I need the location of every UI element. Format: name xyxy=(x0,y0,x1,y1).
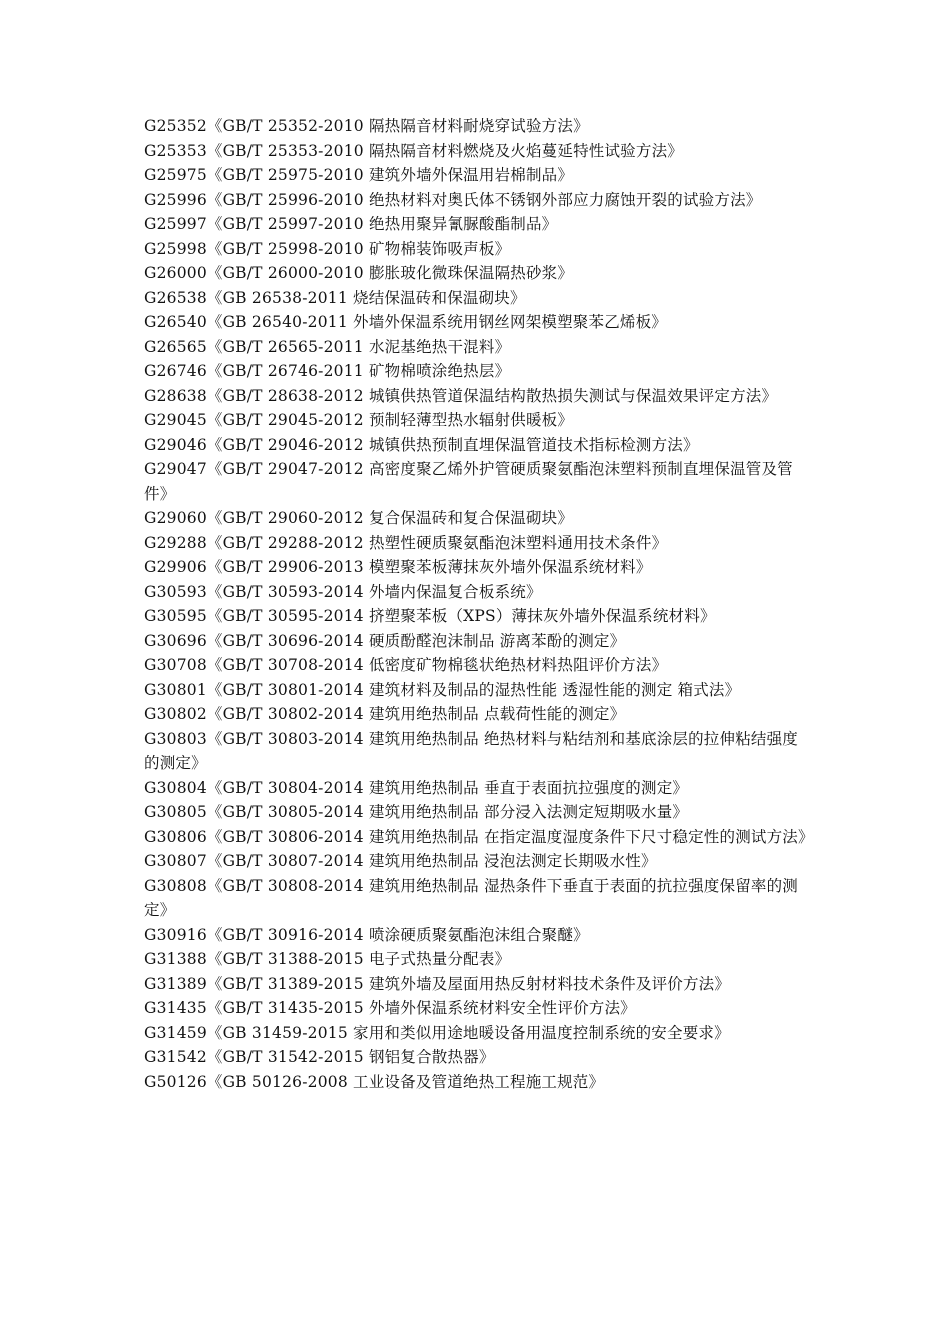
list-item: G29047《GB/T 29047-2012 高密度聚乙烯外护管硬质聚氨酯泡沫塑料预制直埋保温管及管件》 xyxy=(144,460,793,503)
list-item: G30808《GB/T 30808-2014 建筑用绝热制品 湿热条件下垂直于表面的抗拉强度保留率的测定》 xyxy=(144,876,798,919)
list-item: G25996《GB/T 25996-2010 绝热材料对奥氏体不锈钢外部应力腐蚀开裂的试验方法》 xyxy=(144,190,762,209)
list-item: G25353《GB/T 25353-2010 隔热隔音材料燃烧及火焰蔓延特性试验方法》 xyxy=(144,141,683,160)
list-item: G25998《GB/T 25998-2010 矿物棉装饰吸声板》 xyxy=(144,239,511,258)
list-item: G30916《GB/T 30916-2014 喷涂硬质聚氨酯泡沫组合聚醚》 xyxy=(144,925,589,944)
list-item: G30802《GB/T 30802-2014 建筑用绝热制品 点载荷性能的测定》 xyxy=(144,705,626,723)
standards-list xyxy=(144,114,812,1094)
list-item: G29045《GB/T 29045-2012 预制轻薄型热水辐射供暖板》 xyxy=(144,411,574,429)
list-item: G31389《GB/T 31389-2015 建筑外墙及屋面用热反射材料技术条件及评价方法》 xyxy=(144,974,731,993)
list-item: G25997《GB/T 25997-2010 绝热用聚异氰脲酸酯制品》 xyxy=(144,215,558,233)
list-item: G30805《GB/T 30805-2014 建筑用绝热制品 部分浸入法测定短期吸水量》 xyxy=(144,803,689,821)
list-item: G31459《GB 31459-2015 家用和类似用途地暖设备用温度控制系统的安全要求》 xyxy=(144,1023,730,1042)
list-item: G30696《GB/T 30696-2014 硬质酚醛泡沫制品 游离苯酚的测定》 xyxy=(144,631,626,650)
list-item: G30801《GB/T 30801-2014 建筑材料及制品的湿热性能 透湿性能的测定 箱式法》 xyxy=(144,680,741,699)
list-item: G30595《GB/T 30595-2014 挤塑聚苯板（XPS）薄抹灰外墙外保温系统材料》 xyxy=(144,607,716,625)
list-item: G25975《GB/T 25975-2010 建筑外墙外保温用岩棉制品》 xyxy=(144,166,574,184)
list-item: G25352《GB/T 25352-2010 隔热隔音材料耐烧穿试验方法》 xyxy=(144,117,589,135)
list-item: G31542《GB/T 31542-2015 钢铝复合散热器》 xyxy=(144,1048,495,1066)
list-item: G26746《GB/T 26746-2011 矿物棉喷涂绝热层》 xyxy=(144,362,511,380)
list-item: G30708《GB/T 30708-2014 低密度矿物棉毯状绝热材料热阻评价方法》 xyxy=(144,656,668,674)
list-item: G30593《GB/T 30593-2014 外墙内保温复合板系统》 xyxy=(144,582,542,601)
list-item: G30806《GB/T 30806-2014 建筑用绝热制品 在指定温度湿度条件下尺寸稳定性的测试方法》 xyxy=(144,827,814,846)
list-item: G29288《GB/T 29288-2012 热塑性硬质聚氨酯泡沫塑料通用技术条件》 xyxy=(144,533,668,552)
list-item: G26565《GB/T 26565-2011 水泥基绝热干混料》 xyxy=(144,337,511,356)
list-item: G31388《GB/T 31388-2015 电子式热量分配表》 xyxy=(144,950,511,968)
list-item: G31435《GB/T 31435-2015 外墙外保温系统材料安全性评价方法》 xyxy=(144,999,636,1017)
list-item: G30804《GB/T 30804-2014 建筑用绝热制品 垂直于表面抗拉强度的测定》 xyxy=(144,778,689,797)
list-item: G28638《GB/T 28638-2012 城镇供热管道保温结构散热损失测试与保温效果评定方法》 xyxy=(144,386,778,405)
list-item: G50126《GB 50126-2008 工业设备及管道绝热工程施工规范》 xyxy=(144,1072,605,1091)
list-item: G29060《GB/T 29060-2012 复合保温砖和复合保温砌块》 xyxy=(144,509,574,527)
list-item: G26000《GB/T 26000-2010 膨胀玻化微珠保温隔热砂浆》 xyxy=(144,264,574,282)
list-item: G29906《GB/T 29906-2013 模塑聚苯板薄抹灰外墙外保温系统材料》 xyxy=(144,558,652,576)
list-item: G30803《GB/T 30803-2014 建筑用绝热制品 绝热材料与粘结剂和基底涂层的拉伸粘结强度的测定》 xyxy=(144,729,798,772)
list-item: G29046《GB/T 29046-2012 城镇供热预制直埋保温管道技术指标检测方法》 xyxy=(144,435,699,454)
list-item: G26538《GB 26538-2011 烧结保温砖和保温砌块》 xyxy=(144,288,526,307)
list-item: G30807《GB/T 30807-2014 建筑用绝热制品 浸泡法测定长期吸水性》 xyxy=(144,852,657,870)
list-item: G26540《GB 26540-2011 外墙外保温系统用钢丝网架模塑聚苯乙烯板》 xyxy=(144,313,668,331)
